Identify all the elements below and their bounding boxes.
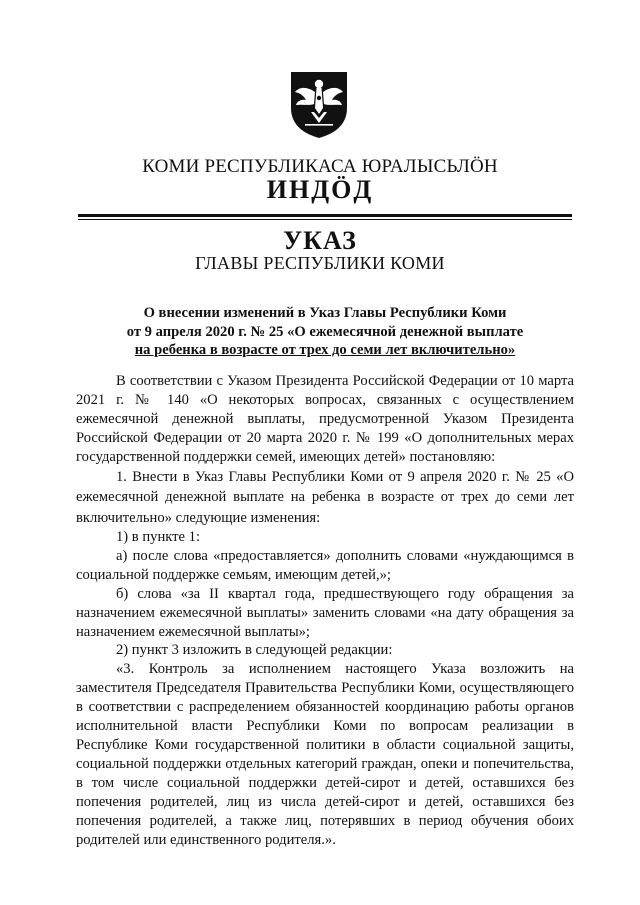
paragraph-new-point-3: «3. Контроль за исполнением настоящего Указа возложить на заместителя Председателя Правительства Республики Коми, осуществляющего в соответствии с распределением обязанностей координацию работы органов исполнительной власти Республики Коми по вопросам реализации в Республике Коми государственной политики в области социальной защиты, социальной поддержки отдельных категорий граждан, опеки и попечительства, в том числе социальной поддержки детей-сирот и детей, оставшихся без попечения родителей, лиц из числа детей-сирот и детей, оставшихся без попечения родителей, а также лиц, потерявших в период обучения обоих родителей или единственного родителя.». [76, 661, 574, 848]
coat-of-arms-emblem [283, 68, 355, 140]
document-type-komi: ИНДӦД [266, 175, 374, 204]
paragraph-subitem-1b: б) слова «за II квартал года, предшествующего году обращения за назначением ежемесячной выплаты» заменить словами «на дату обращения за назначением ежемесячной выплаты»; [76, 585, 574, 640]
header-divider-thick [78, 214, 572, 217]
subject-line-2: от 9 апреля 2020 г. № 25 «О ежемесячной денежной выплате [126, 323, 524, 340]
paragraph-subitem-1: 1) в пункте 1: [116, 529, 201, 546]
paragraph-preamble: В соответствии с Указом Президента Российской Федерации от 10 марта 2021 г. № 140 «О некоторых вопросах, связанных с осуществлением ежемесячной денежной выплаты, предусмотренной Указом Президента Российской Федерации от 20 марта 2020 г. № 199 «О дополнительных мерах государственной поддержки семей, имеющих детей» постановляю: [76, 373, 574, 465]
republic-name-komi: КОМИ РЕСПУБЛИКАСА ЮРАЛЫСЬЛӦН [142, 156, 498, 177]
document-body [76, 372, 574, 849]
paragraph-subitem-2: 2) пункт 3 изложить в следующей редакции: [116, 642, 393, 659]
paragraph-item-1: 1. Внести в Указ Главы Республики Коми от 9 апреля 2020 г. № 25 «О ежемесячной денежной выплате на ребенка в возрасте от трех до семи лет включительно» следующие изменения: [76, 468, 574, 526]
document-subject [80, 304, 570, 360]
header-divider-thin [78, 219, 572, 220]
document-subtitle: ГЛАВЫ РЕСПУБЛИКИ КОМИ [195, 253, 445, 273]
document-title: УКАЗ [283, 226, 357, 255]
subject-line-1: О внесении изменений в Указ Главы Республики Коми [143, 305, 507, 321]
paragraph-subitem-1a: а) после слова «предоставляется» дополнить словами «нуждающимся в социальной поддержке семьям, имеющим детей,»; [76, 547, 574, 583]
subject-line-3: на ребенка в возрасте от трех до семи лет включительно» [134, 342, 516, 358]
